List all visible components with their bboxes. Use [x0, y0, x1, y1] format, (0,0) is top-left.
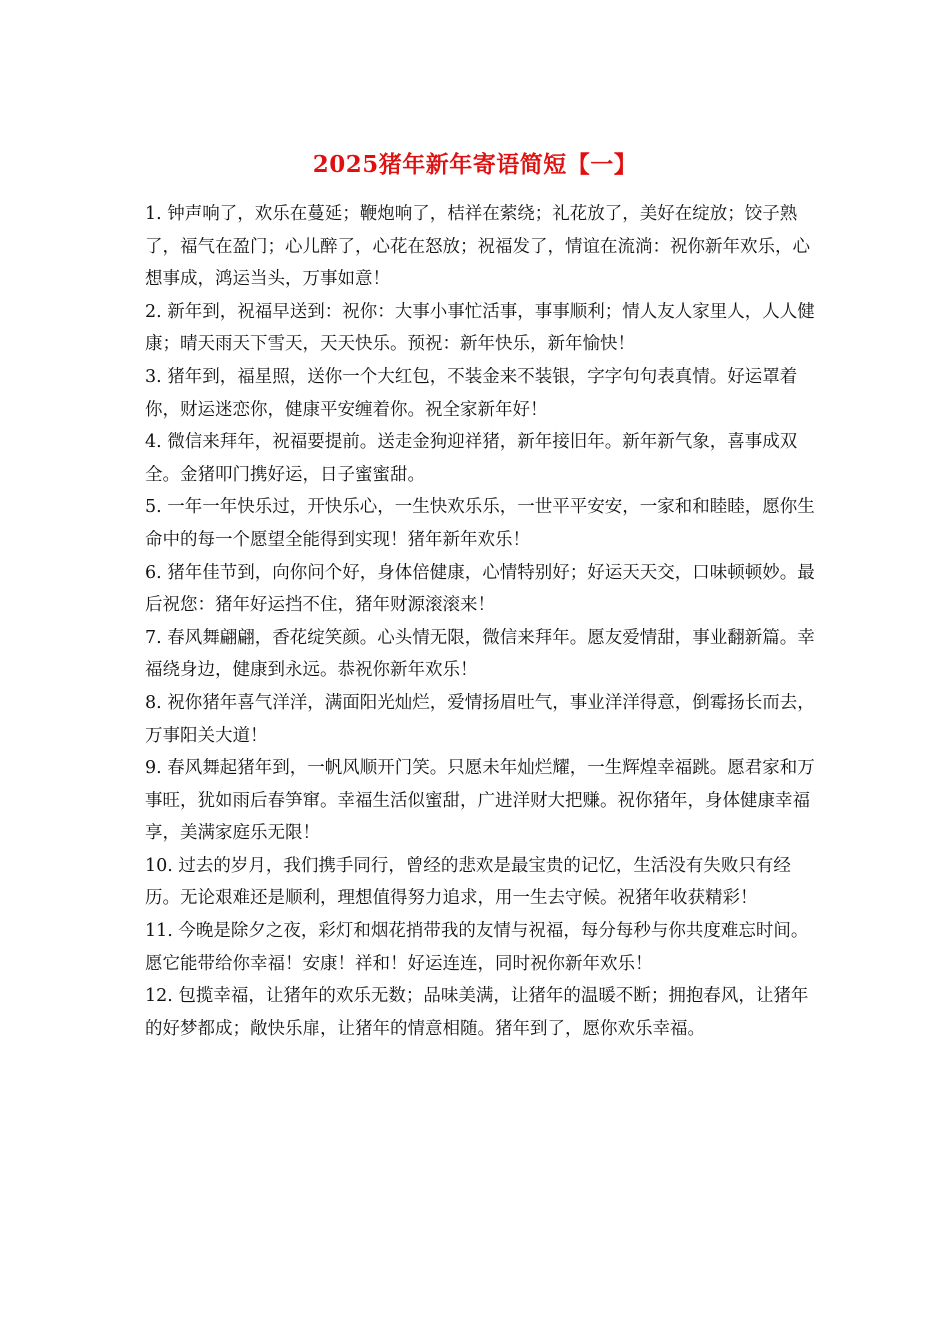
- document-title: 2025猪年新年寄语简短【一】: [312, 151, 638, 178]
- list-item: 4. 微信来拜年，祝福要提前。送走金狗迎祥猪，新年接旧年。新年新气象，喜事成双全。金猪叩门携好运，日子蜜蜜甜。: [145, 432, 798, 485]
- list-item: 3. 猪年到，福星照，送你一个大红包，不装金来不装银，字字句句表真情。好运罩着你，财运迷恋你，健康平安缠着你。祝全家新年好！: [145, 366, 798, 420]
- list-item: 5. 一年一年快乐过，开快乐心，一生快欢乐乐，一世平平安安，一家和和睦睦，愿你生命中的每一个愿望全能得到实现！猪年新年欢乐！: [145, 497, 815, 550]
- document-body: [145, 198, 815, 1045]
- list-item: 1. 钟声响了，欢乐在蔓延；鞭炮响了，桔祥在萦绕；礼花放了，美好在绽放；饺子熟了，福气在盈门；心儿醉了，心花在怒放；祝福发了，情谊在流淌：祝你新年欢乐，心想事成，鸿运当头，万事如意！: [145, 204, 810, 290]
- list-item: 2. 新年到，祝福早送到：祝你：大事小事忙活事，事事顺利；情人友人家里人，人人健康；晴天雨天下雪天，天天快乐。预祝：新年快乐，新年愉快！: [145, 301, 815, 355]
- list-item: 7. 春风舞翩翩，香花绽笑颜。心头情无限，微信来拜年。愿友爱情甜，事业翻新篇。幸福绕身边，健康到永远。恭祝你新年欢乐！: [145, 627, 815, 681]
- list-item: 6. 猪年佳节到，向你问个好，身体倍健康，心情特别好；好运天天交，口味顿顿妙。最后祝您：猪年好运挡不住，猪年财源滚滚来！: [145, 562, 815, 616]
- list-item: 10. 过去的岁月，我们携手同行，曾经的悲欢是最宝贵的记忆，生活没有失败只有经历。无论艰难还是顺利，理想值得努力追求，用一生去守候。祝猪年收获精彩！: [145, 855, 791, 909]
- list-item: 12. 包揽幸福，让猪年的欢乐无数；品味美满，让猪年的温暖不断；拥抱春风，让猪年的好梦都成；敞快乐扉，让猪年的情意相随。猪年到了，愿你欢乐幸福。: [145, 986, 809, 1039]
- list-item: 8. 祝你猪年喜气洋洋，满面阳光灿烂，爱情扬眉吐气，事业洋洋得意，倒霉扬长而去，万事阳关大道！: [145, 692, 815, 746]
- list-item: 11. 今晚是除夕之夜，彩灯和烟花捎带我的友情与祝福，每分每秒与你共度难忘时间。愿它能带给你幸福！安康！祥和！好运连连，同时祝你新年欢乐！: [145, 921, 809, 974]
- list-item: 9. 春风舞起猪年到，一帆风顺开门笑。只愿未年灿烂耀，一生辉煌幸福跳。愿君家和万事旺，犹如雨后春笋窜。幸福生活似蜜甜，广进洋财大把赚。祝你猪年，身体健康幸福享，美满家庭乐无限！: [145, 758, 815, 844]
